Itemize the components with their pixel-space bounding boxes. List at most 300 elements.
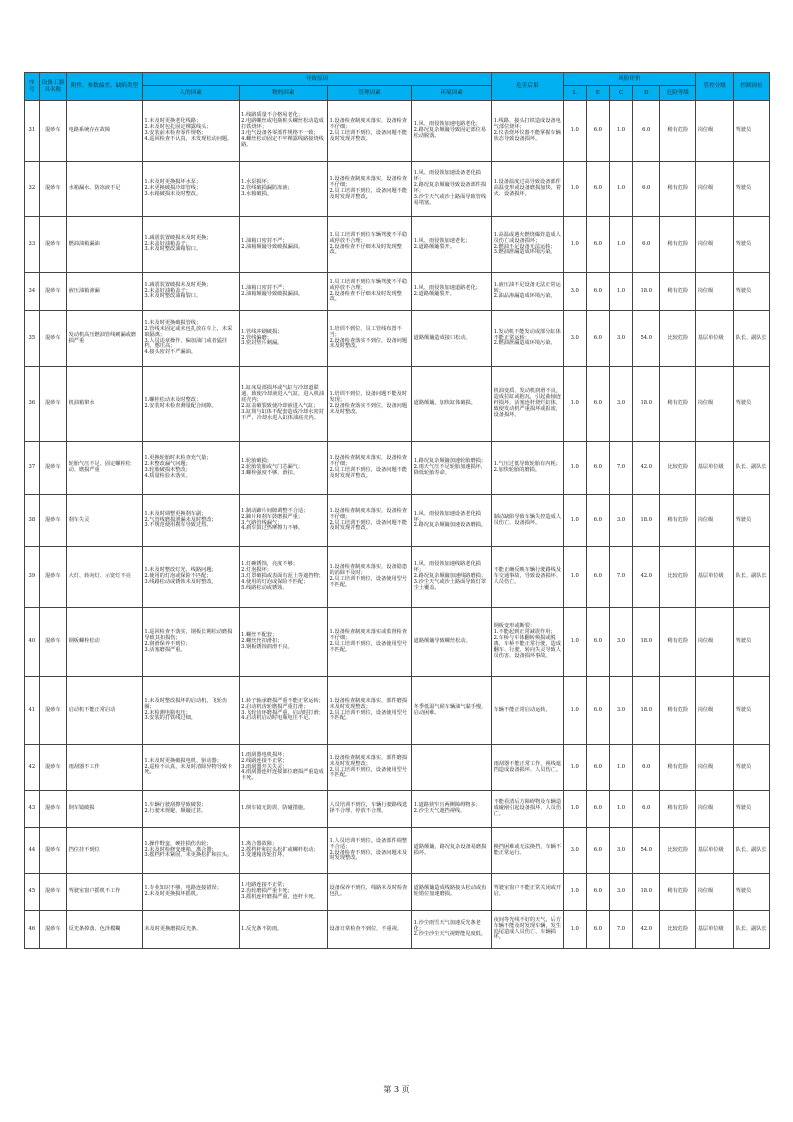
row-seq [25, 495, 40, 547]
row-cause-env-text: 道路颠簸，加快缸体破损。 [413, 400, 476, 407]
row-C-text: 3.0 [616, 888, 626, 895]
row-part-text: 驾驶室窗户摇机不工作 [68, 888, 121, 895]
row-part-text: 电路系统存在故障 [68, 127, 111, 134]
row-control-level-text: 岗位级 [697, 763, 714, 770]
row-control-post-text: 驾驶员 [735, 287, 752, 294]
row-cause-thing-text: 1.水泵损坏； 2.管线破损漏防冻液； 3.水箱破损。 [241, 179, 293, 197]
row-control-level [696, 442, 734, 495]
row-L [563, 495, 586, 547]
row-part [67, 495, 143, 547]
row-L [563, 442, 586, 495]
row-cause-mgmt [327, 367, 411, 442]
row-equipment [39, 442, 66, 495]
row-E [586, 547, 609, 608]
row-equipment [39, 162, 66, 217]
row-control-level [696, 911, 734, 949]
row-cause-mgmt [327, 874, 411, 911]
row-cause-mgmt [327, 608, 411, 677]
row-cause-mgmt-text: 1.设备检查制度未落实，设备隐患的消除不及时； 2.员工培训不到位，设备使用型号不匹配。 [329, 564, 408, 588]
row-seq-text: 31 [28, 127, 36, 134]
row-control-level [696, 547, 734, 608]
row-control-post [734, 442, 770, 495]
row-D [633, 367, 660, 442]
col-cause-mgmt: 管理因素 [327, 86, 411, 101]
row-cause-people-text: 1.未及时更换破损管线； 2.管线未固定或未包扎放在车上，未采取隔离； 3.人员违章操作，偏加油门或者猛挂档，憋压高； 4.接头密封不严漏油。 [144, 319, 233, 356]
row-cause-thing [239, 745, 327, 791]
row-control-post-text: 驾驶员 [735, 706, 752, 713]
row-control-level-text: 岗位级 [697, 706, 714, 713]
row-L-text: 1.0 [570, 516, 579, 523]
row-consequence-text: 机油变质，发动机润滑不良，造成拉缸或抱瓦，引起曲轴连杆损坏，活塞连杆烧烂缸体，致使发动机严重损坏或报废，设备损坏。 [493, 388, 562, 418]
row-seq [25, 547, 40, 608]
table-row [25, 495, 770, 547]
col-cause-thing: 物的因素 [239, 86, 327, 101]
row-L-text: 1.0 [570, 185, 579, 192]
row-part-text: 反光条掉落、色泽模糊 [68, 925, 121, 932]
row-consequence [492, 101, 564, 162]
row-seq-text: 36 [28, 400, 36, 407]
row-L-text: 1.0 [570, 706, 579, 713]
row-cause-mgmt [327, 828, 411, 874]
row-cause-people [142, 828, 239, 874]
row-level-text: 稍有危险 [667, 400, 689, 407]
row-control-level [696, 311, 734, 367]
row-control-level-text: 岗位级 [697, 638, 714, 645]
row-level [660, 828, 696, 874]
row-cause-thing-text: 1.离合器故障； 2.摇档杆和拉头松扩或螺杆松动； 3.变速箱齿轮打坏。 [241, 840, 319, 859]
row-cause-thing-text: 1.油箱口密封不严； 2.油箱颠簸导致破损漏油。 [241, 237, 304, 250]
row-cause-mgmt-text: 人员培训不到位，车辆行驶路线选择不合理，停放不合理。 [329, 802, 408, 814]
row-C-text: 3.0 [616, 516, 626, 523]
row-E [586, 791, 609, 828]
row-level-text: 比较危险 [667, 846, 689, 853]
row-cause-people-text: 1.减震装置破损未及时更换； 2.未盖好油箱盖子； 3.未及时整改油箱裂口。 [144, 281, 212, 300]
row-part-text: 雨刮器不工作 [68, 763, 100, 770]
row-part-text: 挡位挂不到位 [68, 846, 100, 853]
row-D [633, 677, 660, 745]
row-L [563, 745, 586, 791]
row-C-text: 1.0 [616, 240, 626, 247]
row-cause-thing [239, 547, 327, 608]
row-D [633, 273, 660, 311]
row-control-level-text: 岗位级 [697, 127, 714, 134]
row-level-text: 稍有危险 [667, 763, 689, 770]
row-L [563, 874, 586, 911]
row-control-level [696, 217, 734, 273]
row-cause-thing [239, 217, 327, 273]
row-seq [25, 608, 40, 677]
row-cause-thing-text: 1.制动蹄片间隙调整不合适； 2.蹄片和刹车鼓磨损严重； 3.气路管线漏气； 4.刹车鼓过热摩擦力不够。 [241, 507, 309, 532]
row-consequence-text: 不能正确反映车辆行驶路线及车交通事故，导致设备损坏、人员伤亡。 [493, 567, 562, 585]
row-control-level [696, 101, 734, 162]
col-risk: 风险评价 [563, 73, 696, 86]
row-L-text: 1.0 [570, 127, 579, 134]
row-cause-env [412, 547, 492, 608]
row-control-post-text: 驾驶员 [735, 638, 752, 645]
row-control-level [696, 828, 734, 874]
row-L [563, 217, 586, 273]
row-seq-text: 32 [28, 185, 36, 192]
row-seq-text: 33 [28, 240, 36, 247]
row-part [67, 273, 143, 311]
row-C-text: 1.0 [616, 763, 626, 770]
row-cause-env-text: 道路颠簸造成线路接头松动或齿轮错位加速磨损。 [413, 885, 487, 897]
row-D-text: 18.0 [640, 706, 653, 713]
row-cause-env-text: 1.风、雨侵蚀加速电路老化； 2.路况复杂颠簸导致固定部位易松动脱落。 [413, 121, 487, 139]
col-part: 附件、参数偏差、缺陷类型 [67, 73, 143, 101]
row-cause-people-text: 1.未及时更换破损电机、驱动器； 2.巡检不认真，未及时清除异物导致卡死。 [144, 757, 233, 776]
row-cause-env [412, 608, 492, 677]
row-equipment-text: 混砂车 [45, 464, 61, 471]
row-L-text: 1.0 [570, 638, 579, 645]
row-part-text: 启动机不能正常启动 [68, 706, 116, 713]
row-seq [25, 791, 40, 828]
row-cause-mgmt-text: 1.设备检查制度未落实，设备检查不仔细； 2.员工培训不到位，设备问题不能及时发现并整改。 [329, 176, 408, 200]
row-C [609, 911, 632, 949]
row-control-post-text: 驾驶员 [735, 185, 752, 192]
row-control-post [734, 273, 770, 311]
row-cause-thing-text: 1.管线冲刷破损； 2.管线偏磨； 3.密封垫片刺漏。 [241, 328, 283, 347]
row-cause-mgmt-text: 1.人员培训不到位。设备部件调整不合适； 2.设备检查不到位，设备问题未及时发现整改。 [329, 837, 408, 862]
row-cause-people-text: 1.巡回检查不落实，钢板长期松动磨损导致其扣损伤； 2.润滑保养不到位； 3.活塞磨损严重。 [144, 629, 233, 653]
row-D-text: 6.0 [642, 127, 651, 134]
row-cause-env [412, 217, 492, 273]
row-part-text: 大灯、转向灯、示宽灯不亮 [68, 573, 131, 580]
col-control-post: 控制岗位 [734, 73, 770, 101]
row-E [586, 677, 609, 745]
table-row [25, 311, 770, 367]
row-consequence [492, 677, 564, 745]
row-equipment [39, 911, 66, 949]
row-seq [25, 101, 40, 162]
row-cause-env [412, 828, 492, 874]
row-equipment [39, 273, 66, 311]
row-E-text: 6.0 [593, 240, 602, 247]
row-equipment-text: 混砂车 [45, 805, 61, 812]
row-C-text: 7.0 [616, 573, 626, 580]
row-C-text: 3.0 [616, 400, 626, 407]
row-level-text: 稍有危险 [667, 127, 689, 134]
row-cause-thing [239, 495, 327, 547]
row-E [586, 442, 609, 495]
risk-assessment-table [24, 72, 770, 949]
row-C-text: 3.0 [616, 638, 626, 645]
row-equipment [39, 101, 66, 162]
row-part [67, 442, 143, 495]
row-level [660, 367, 696, 442]
row-cause-people [142, 745, 239, 791]
row-seq-text: 39 [28, 573, 36, 580]
table-row [25, 442, 770, 495]
row-seq-text: 41 [28, 706, 36, 713]
row-control-post-text: 队长、副队长 [735, 925, 767, 932]
row-cause-env-text: 道路颠簸造成接口松动。 [413, 334, 471, 341]
row-equipment-text: 混砂车 [45, 127, 61, 134]
row-consequence-text: 驾驶室窗户不能正常关闭或开启。 [493, 885, 562, 897]
row-seq-text: 35 [28, 334, 36, 341]
row-control-level-text: 岗位级 [697, 287, 714, 294]
row-equipment-text: 混砂车 [45, 573, 61, 580]
row-equipment-text: 混砂车 [45, 185, 61, 192]
row-E [586, 311, 609, 367]
row-level [660, 101, 696, 162]
row-part [67, 217, 143, 273]
row-cause-env-text: 1.风、雨侵蚀加速设备老化损坏； 2.路况复杂颠簸导致设备部件损坏； 3.沙尘天气或沙土路面导致管线易堵塞。 [413, 170, 487, 206]
row-D-text: 18.0 [640, 287, 653, 294]
table-body [25, 101, 770, 949]
row-part-text: 液压油箱渗漏 [68, 287, 100, 294]
row-E [586, 217, 609, 273]
row-level-text: 稍有危险 [667, 240, 689, 247]
table-header [25, 73, 770, 101]
row-level [660, 311, 696, 367]
row-cause-people-text: 未及时更换磨损反光条。 [144, 925, 202, 932]
row-E [586, 911, 609, 949]
row-control-post [734, 547, 770, 608]
row-control-post [734, 828, 770, 874]
row-level-text: 稍有危险 [667, 516, 689, 523]
row-C-text: 1.0 [616, 185, 626, 192]
row-cause-mgmt-text: 1.设备检查制度未落实或监督检查不仔细； 2.员工培训不到位，设备使用型号不匹配。 [329, 629, 408, 653]
row-control-post [734, 874, 770, 911]
col-L: L [563, 86, 586, 101]
row-C [609, 367, 632, 442]
table-row [25, 547, 770, 608]
row-L-text: 1.0 [570, 888, 579, 895]
row-cause-env-text: 冬季低温气候车辆油气黏手慢，启动困难。 [413, 703, 487, 716]
row-L-text: 1.0 [570, 763, 579, 770]
row-cause-env [412, 273, 492, 311]
row-E [586, 162, 609, 217]
row-equipment-text: 混砂车 [45, 240, 61, 247]
row-cause-people [142, 367, 239, 442]
row-equipment [39, 874, 66, 911]
row-equipment [39, 367, 66, 442]
row-seq-text: 40 [28, 638, 36, 645]
row-D [633, 874, 660, 911]
row-L [563, 547, 586, 608]
row-cause-people [142, 911, 239, 949]
row-D [633, 495, 660, 547]
row-cause-people [142, 217, 239, 273]
row-cause-people-text: 1.减震装置破损未及时更换； 2.未盖好油箱盖子； 3.未及时整改油箱裂口。 [144, 234, 212, 253]
row-L [563, 608, 586, 677]
row-cause-env [412, 911, 492, 949]
row-cause-mgmt-text: 1.培训不到位，设备问题不能及时发现； 2.设备检查落实不到位，设备问题未及时整改。 [329, 391, 408, 415]
col-D: D [633, 86, 660, 101]
row-control-level [696, 874, 734, 911]
row-D [633, 791, 660, 828]
row-D-text: 6.0 [642, 185, 651, 192]
row-equipment-text: 混砂车 [45, 846, 61, 853]
row-cause-env-text: 道路颠簸，路况复杂设备易磨损损坏。 [413, 843, 487, 856]
row-control-level [696, 608, 734, 677]
row-consequence [492, 367, 564, 442]
row-cause-people-text: 1.专业知识不够，电路连接错误； 2.未及时更换损坏摇机。 [144, 885, 222, 897]
row-E-text: 6.0 [593, 638, 602, 645]
row-consequence [492, 311, 564, 367]
row-C [609, 745, 632, 791]
row-consequence-text: 钢板变形或断裂： 1.不能起到正常减震作用； 2.车桥与车体翻转频损或脱离，车桥不能正常行驶，造成翻车、行驶、转向失灵导致人员伤害、设备损坏事故。 [493, 623, 562, 659]
row-control-level [696, 495, 734, 547]
row-control-level [696, 745, 734, 791]
row-control-post [734, 311, 770, 367]
row-D-text: 18.0 [640, 638, 653, 645]
row-cause-mgmt-text: 1.设备检查制度未落实，设备检查不仔细； 2.员工培训不到位，设备问题不能及时发现并整改。 [329, 118, 408, 142]
row-consequence-text: 1.设备温度过高导致设备部件高温变形或设备磨损加快、着火、设备损坏。 [493, 179, 562, 197]
row-equipment-text: 混砂车 [45, 888, 61, 895]
row-D [633, 745, 660, 791]
row-cause-people-text: 1.操作野蛮，硬挂损伤齿轮； 2.未及时检修变速箱、离合器； 3.摇档杆未紧固，未更换松扩和拉头。 [144, 840, 233, 859]
row-cause-mgmt [327, 791, 411, 828]
row-level [660, 677, 696, 745]
row-seq [25, 311, 40, 367]
row-cause-mgmt [327, 217, 411, 273]
row-cause-thing-text: 1.反光条不防雨。 [241, 925, 283, 932]
row-control-post [734, 911, 770, 949]
row-seq [25, 745, 40, 791]
row-cause-thing-text: 1.油箱口密封不严； 2.油箱颠簸导致破损漏油。 [241, 284, 304, 297]
row-control-post [734, 791, 770, 828]
row-cause-people [142, 677, 239, 745]
row-cause-env-text: 1.风、雨侵蚀加速线路老化损坏； 2.路况复杂颠簸加速线路磨损； 3.沙尘天气或沙土路面导致灯罩尘土覆盖。 [413, 561, 487, 591]
row-cause-thing [239, 677, 327, 745]
row-D [633, 101, 660, 162]
row-control-post [734, 101, 770, 162]
row-control-level [696, 162, 734, 217]
row-D [633, 608, 660, 677]
row-equipment [39, 677, 66, 745]
row-control-level-text: 岗位级 [697, 240, 714, 247]
row-cause-people-text: 1.车辆行驶刮擦导致破裂； 2.行驶未规避，颠簸过甚。 [144, 802, 207, 814]
row-D [633, 442, 660, 495]
row-C [609, 162, 632, 217]
row-E-text: 6.0 [593, 573, 602, 580]
row-consequence [492, 442, 564, 495]
row-part [67, 828, 143, 874]
row-L [563, 273, 586, 311]
row-L-text: 3.0 [570, 334, 579, 341]
row-level-text: 比较危险 [667, 334, 689, 341]
table-row [25, 745, 770, 791]
row-seq-text: 45 [28, 888, 36, 895]
table-row [25, 273, 770, 311]
row-L-text: 1.0 [570, 240, 579, 247]
row-cause-people-text: 1.更换轮胎时未检查充气量； 2.未整改漏气问题； 3.轮胎破损未整改； 4.质量检验未落实。 [144, 455, 212, 479]
row-E-text: 6.0 [593, 763, 602, 770]
row-control-level-text: 岗位级 [697, 516, 714, 523]
col-seq: 序号 [25, 73, 40, 101]
row-consequence-text: 换挡困难或无法换挡，车辆不能正常运行。 [493, 843, 562, 856]
row-part [67, 608, 143, 677]
row-consequence-text: 1.液压油不足设备无法正常运转； 2.油品渗漏造成环境污染。 [493, 281, 561, 300]
row-C [609, 828, 632, 874]
row-control-post [734, 677, 770, 745]
row-equipment-text: 混砂车 [45, 925, 61, 932]
row-E-text: 6.0 [593, 925, 602, 932]
row-seq [25, 911, 40, 949]
row-D-text: 6.0 [642, 240, 651, 247]
row-equipment-text: 混砂车 [45, 638, 61, 645]
row-cause-env-text: 1.路况复杂颠簸加速轮胎磨损； 2.雨天气压不足轮胎加速损坏，降低轮胎寿命。 [413, 458, 487, 476]
row-control-post-text: 驾驶员 [735, 805, 752, 812]
row-E [586, 874, 609, 911]
row-cause-env-text: 1.风、雨侵蚀加速老化； 2.道路颠簸裂开。 [413, 237, 471, 250]
row-control-post [734, 745, 770, 791]
row-level-text: 稍有危险 [667, 287, 689, 294]
row-cause-env [412, 745, 492, 791]
row-cause-people [142, 162, 239, 217]
row-D [633, 547, 660, 608]
row-seq-text: 34 [28, 287, 36, 294]
row-control-level-text: 基层单位级 [697, 925, 724, 932]
row-consequence-text: 车辆不能正常启动运转。 [493, 706, 551, 713]
row-seq-text: 38 [28, 516, 36, 523]
row-cause-env [412, 367, 492, 442]
row-equipment [39, 495, 66, 547]
row-level-text: 比较危险 [667, 573, 689, 580]
row-equipment-text: 混砂车 [45, 334, 61, 341]
row-seq-text: 43 [28, 805, 36, 812]
row-L-text: 1.0 [570, 925, 579, 932]
row-cause-thing-text: 1.轮胎破损； 2.轮胎装胎或气门芯漏气； 3.螺栓强度不够、滑扣。 [241, 458, 304, 476]
row-E-text: 6.0 [593, 334, 602, 341]
row-consequence [492, 874, 564, 911]
row-E-text: 6.0 [593, 287, 602, 294]
row-part-text: 发动机高压燃油管线刺漏或磨损严重 [68, 331, 137, 344]
row-control-level [696, 273, 734, 311]
row-C-text: 7.0 [616, 925, 626, 932]
row-L [563, 162, 586, 217]
col-E: E [586, 86, 609, 101]
row-level-text: 比较危险 [667, 925, 689, 932]
row-equipment [39, 745, 66, 791]
row-D-text: 6.0 [642, 763, 651, 770]
row-part-text: 燃油油箱漏油 [68, 240, 100, 247]
row-cause-mgmt [327, 495, 411, 547]
row-C-text: 3.0 [616, 334, 626, 341]
row-cause-mgmt [327, 911, 411, 949]
row-seq-text: 37 [28, 464, 36, 471]
row-cause-thing [239, 101, 327, 162]
row-part [67, 791, 143, 828]
row-cause-mgmt-text: 1.设备检查制度未落实，部件磨损未及时发现整改； 2.员工培训不到位，设备使用型号不匹配。 [329, 754, 408, 779]
table-row [25, 367, 770, 442]
row-cause-env-text: 1.风、雨侵蚀加速设备老化损坏； 2.路况复杂颠簸加速设备磨损。 [413, 510, 487, 529]
row-equipment [39, 608, 66, 677]
row-consequence [492, 745, 564, 791]
row-control-post [734, 217, 770, 273]
row-cause-mgmt [327, 745, 411, 791]
row-cause-thing [239, 162, 327, 217]
row-consequence [492, 162, 564, 217]
row-C-text: 7.0 [616, 464, 626, 471]
row-C [609, 101, 632, 162]
row-seq-text: 44 [28, 846, 36, 853]
row-L [563, 911, 586, 949]
row-E [586, 101, 609, 162]
row-C-text: 3.0 [616, 846, 626, 853]
row-consequence [492, 495, 564, 547]
row-cause-env [412, 442, 492, 495]
row-consequence-text: 1.高温或遇火燃烧爆炸造成人员伤亡或设备损坏； 2.燃油不足设备无法运转； 3.燃油泄漏造成环境污染。 [493, 231, 561, 256]
row-cause-mgmt-text: 1.设备检查制度未落实，设备检查不仔细； 2.员工培训不到位，设备问题不能及时发现并整改。 [329, 507, 408, 532]
row-E [586, 608, 609, 677]
row-cause-env-text: 1.风、雨侵蚀加速道路老化； 2.道路颠簸裂开。 [413, 284, 481, 297]
row-seq-text: 42 [28, 763, 36, 770]
row-equipment [39, 311, 66, 367]
row-D [633, 311, 660, 367]
